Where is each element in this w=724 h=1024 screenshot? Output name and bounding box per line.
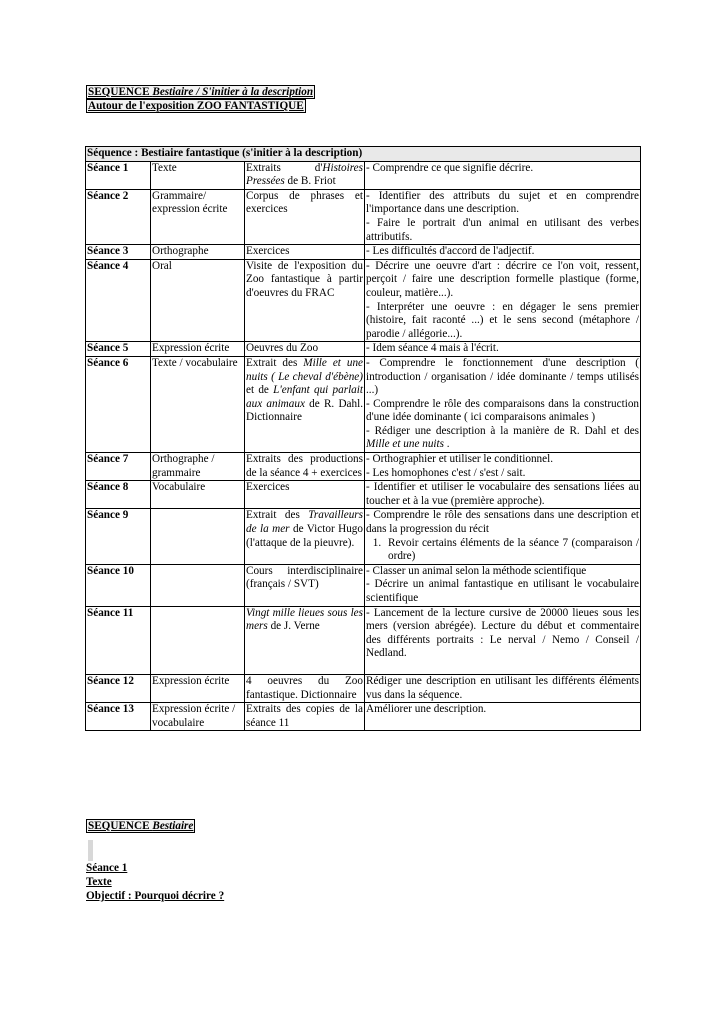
table-row xyxy=(86,564,641,606)
table-row xyxy=(86,189,641,244)
table-title-row xyxy=(86,147,641,162)
support-cell: Cours interdisciplinaire (français / SVT) xyxy=(245,564,365,606)
objectives-cell: Rédiger une description en utilisant les différents éléments vus dans la séquence. xyxy=(365,674,641,702)
objectives-cell: - Identifier des attributs du sujet et en comprendre l'importance dans une description. - Faire le portrait d'un animal en utilisant des verbes attributifs. xyxy=(365,189,641,244)
support-cell: Extraits d'Histoires Pressées de B. Friot xyxy=(245,161,365,189)
seance-cell: Séance 10 xyxy=(86,564,151,606)
support-cell: Exercices xyxy=(245,481,365,509)
support-cell: Vingt mille lieues sous les mers de J. Verne xyxy=(245,606,365,674)
sequence-label: SEQUENCE xyxy=(88,86,153,98)
sequence-heading xyxy=(86,86,315,100)
table-row xyxy=(86,245,641,260)
domain-cell: Orthographe xyxy=(151,245,245,260)
objectives-cell: - Lancement de la lecture cursive de 20000 lieues sous les mers (version abrégée). Lecture du début et commentaire des différents portraits : Le nerval / Nemo / Conseil / Nedland. xyxy=(365,606,641,674)
table-row xyxy=(86,259,641,342)
support-cell: Extraits des copies de la séance 11 xyxy=(245,703,365,731)
seance-cell: Séance 7 xyxy=(86,453,151,481)
objectives-cell: - Comprendre le fonctionnement d'une description ( introduction / organisation / idée dominante / temps utilisés ...) - Comprendre le rôle des comparaisons dans la construction d'une idée dominante ( ici comparaisons animales ) - Rédiger une description à la manière de R. Dahl et des Mille et une nuits . xyxy=(365,356,641,452)
objectives-cell: - Comprendre ce que signifie décrire. xyxy=(365,161,641,189)
seance-cell: Séance 6 xyxy=(86,356,151,452)
type-heading: Texte xyxy=(86,876,112,888)
support-cell: Visite de l'exposition du Zoo fantastique à partir d'oeuvres du FRAC xyxy=(245,259,365,342)
domain-cell: Oral xyxy=(151,259,245,342)
domain-cell xyxy=(151,606,245,674)
seance-cell: Séance 8 xyxy=(86,481,151,509)
support-cell: Exercices xyxy=(245,245,365,260)
table-row xyxy=(86,606,641,674)
seance-cell: Séance 5 xyxy=(86,342,151,357)
table-row xyxy=(86,509,641,564)
seance-cell: Séance 13 xyxy=(86,703,151,731)
sequence-heading-2: SEQUENCE Bestiaire xyxy=(88,820,194,832)
objectives-cell: - Idem séance 4 mais à l'écrit. xyxy=(365,342,641,357)
seance-cell: Séance 4 xyxy=(86,259,151,342)
table-row xyxy=(86,703,641,731)
exposition-title: Autour de l'exposition ZOO FANTASTIQUE xyxy=(88,100,304,112)
seance-cell: Séance 9 xyxy=(86,509,151,564)
domain-cell: Texte xyxy=(151,161,245,189)
table-row xyxy=(86,453,641,481)
table-row xyxy=(86,356,641,452)
objectives-cell: - Orthographier et utiliser le conditionnel. - Les homophones c'est / s'est / sait. xyxy=(365,453,641,481)
seance-cell: Séance 1 xyxy=(86,161,151,189)
sequence-title: Bestiaire / S'initier à la description xyxy=(152,86,314,98)
objectives-cell: - Identifier et utiliser le vocabulaire des sensations liées au toucher et à la vue (première approche). xyxy=(365,481,641,509)
table-row xyxy=(86,481,641,509)
objectives-cell: - Les difficultés d'accord de l'adjectif. xyxy=(365,245,641,260)
domain-cell: Grammaire/ expression écrite xyxy=(151,189,245,244)
support-cell: Oeuvres du Zoo xyxy=(245,342,365,357)
objectives-cell: - Classer un animal selon la méthode scientifique - Décrire un animal fantastique en utilisant le vocabulaire scientifique xyxy=(365,564,641,606)
domain-cell xyxy=(151,509,245,564)
seance-cell: Séance 3 xyxy=(86,245,151,260)
decorative-bar xyxy=(88,840,93,861)
objectives-cell: - Comprendre le rôle des sensations dans une description et dans la progression du récit 1. Revoir certains éléments de la séance 7 (comparaison / ordre) xyxy=(365,509,641,564)
seance-cell: Séance 12 xyxy=(86,674,151,702)
domain-cell: Expression écrite xyxy=(151,674,245,702)
support-cell: Extrait des Travailleurs de la mer de Victor Hugo (l'attaque de la pieuvre). xyxy=(245,509,365,564)
exposition-heading xyxy=(86,100,306,114)
objectives-cell: - Décrire une oeuvre d'art : décrire ce l'on voit, ressent, perçoit / faire une description formelle plastique (forme, couleur, matière...). - Interpréter une oeuvre : en dégager le sens premier (histoire, fait raconté ...) et le sens second (métaphore / parodie / allégorie...). xyxy=(365,259,641,342)
seance-heading: Séance 1 xyxy=(86,862,128,874)
objectives-cell: Améliorer une description. xyxy=(365,703,641,731)
domain-cell: Vocabulaire xyxy=(151,481,245,509)
domain-cell: Orthographe / grammaire xyxy=(151,453,245,481)
seance-cell: Séance 2 xyxy=(86,189,151,244)
support-cell: 4 oeuvres du Zoo fantastique. Dictionnaire xyxy=(245,674,365,702)
table-row xyxy=(86,674,641,702)
domain-cell: Expression écrite xyxy=(151,342,245,357)
table-title: Séquence : Bestiaire fantastique (s'initier à la description) xyxy=(86,147,641,162)
seance-cell: Séance 11 xyxy=(86,606,151,674)
sequence-table xyxy=(85,146,641,731)
table-row xyxy=(86,342,641,357)
numbered-list-item: 1. Revoir certains éléments de la séance 7 (comparaison / ordre) xyxy=(372,536,640,563)
table-row xyxy=(86,161,641,189)
support-cell: Extraits des productions de la séance 4 + exercices xyxy=(245,453,365,481)
support-cell: Extrait des Mille et une nuits ( Le cheval d'ébène) et de L'enfant qui parlait aux animaux de R. Dahl. Dictionnaire xyxy=(245,356,365,452)
domain-cell: Texte / vocabulaire xyxy=(151,356,245,452)
objective-heading: Objectif : Pourquoi décrire ? xyxy=(86,890,225,902)
domain-cell: Expression écrite / vocabulaire xyxy=(151,703,245,731)
domain-cell xyxy=(151,564,245,606)
support-cell: Corpus de phrases et exercices xyxy=(245,189,365,244)
